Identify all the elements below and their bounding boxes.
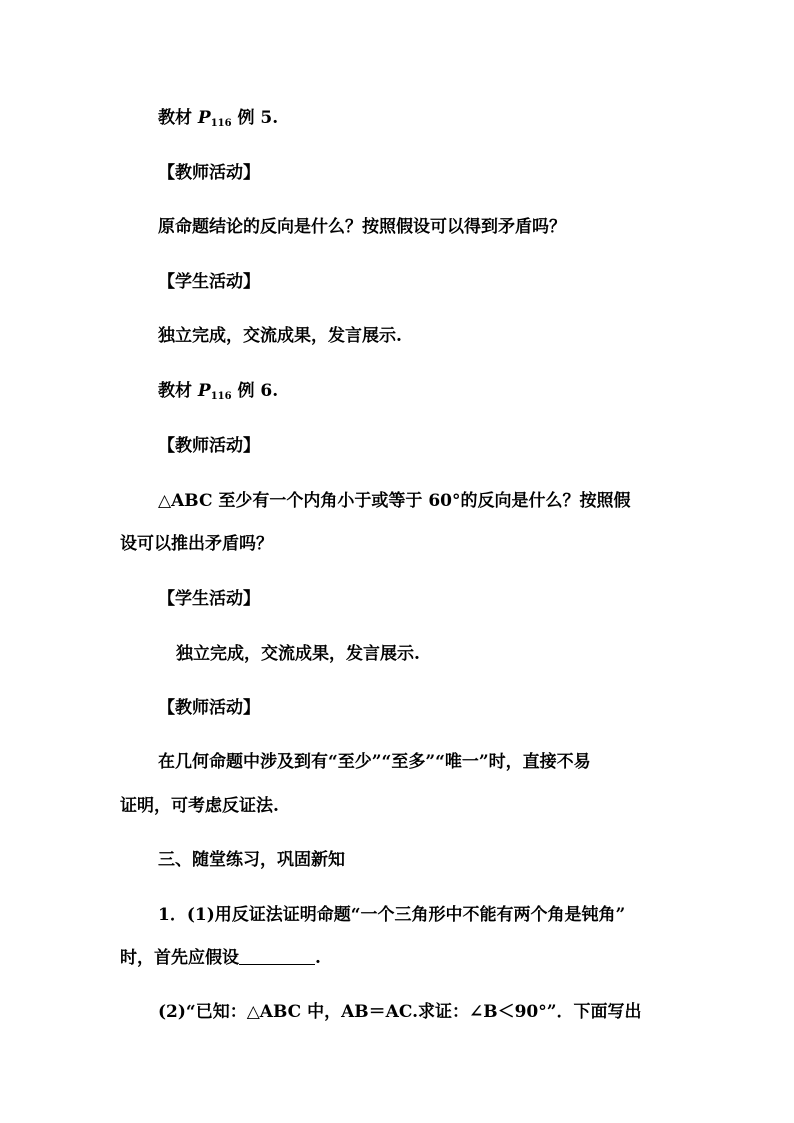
teacher-activity-heading: 【教师活动】 [158,436,260,456]
textbook-example-6 [158,380,278,408]
page-number: 116 [210,118,232,129]
teacher-activity-heading: 【教师活动】 [158,698,260,718]
question-line-2: 设可以推出矛盾吗？ [120,534,273,554]
page-letter: P [197,381,211,401]
note-line-2: 证明，可考虑反证法. [120,796,279,816]
exercise-text: 时，首先应假设 [120,948,239,968]
student-activity-heading: 【学生活动】 [158,589,260,609]
example-prefix: 教材 [158,108,198,128]
exercise-1-line-2 [120,947,321,969]
answer-blank [239,950,315,965]
example-prefix: 教材 [158,381,198,401]
example-suffix: 例 6. [231,381,279,401]
example-suffix: 例 5. [231,108,279,128]
teacher-question: 原命题结论的反向是什么？按照假设可以得到矛盾吗？ [158,217,566,237]
exercise-1-line-1: 1．(1)用反证法证明命题“一个三角形中不能有两个角是钝角” [158,905,626,925]
question-line-1: △ABC 至少有一个内角小于或等于 60°的反向是什么？按照假 [158,491,631,511]
note-line-1: 在几何命题中涉及到有“至少”“至多”“唯一”时，直接不易 [158,752,591,772]
student-answer: 独立完成，交流成果，发言展示. [158,326,402,346]
student-answer: 独立完成，交流成果，发言展示. [176,644,420,664]
page-number: 116 [210,391,232,402]
page-letter: P [197,108,211,128]
section-heading: 三、随堂练习，巩固新知 [158,850,345,870]
exercise-2-line-1: (2)“已知：△ABC 中，AB＝AC.求证：∠B＜90°”．下面写出 [158,1002,642,1022]
student-activity-heading: 【学生活动】 [158,272,260,292]
textbook-example-5 [158,107,278,135]
exercise-period: . [315,948,321,968]
teacher-activity-heading: 【教师活动】 [158,163,260,183]
